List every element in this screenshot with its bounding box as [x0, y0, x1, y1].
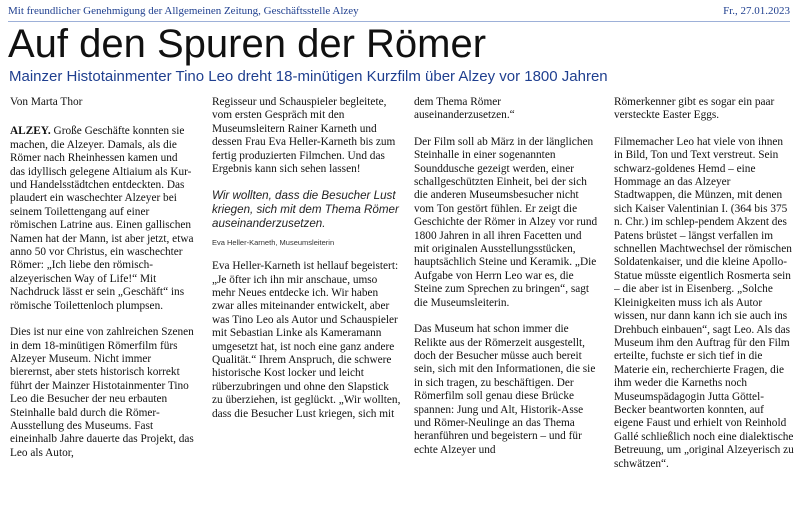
- source-note: Mit freundlicher Genehmigung der Allgemeinen Zeitung, Geschäftsstelle Alzey: [8, 5, 359, 17]
- paragraph: Römerkenner gibt es sogar ein paar versteckte Easter Eggs.: [614, 96, 775, 122]
- paragraph: Regisseur und Schauspieler begleitete, vom ersten Gespräch mit den Museumsleitern Rainer Karneth und dessen Frau Eva Heller-Karneth bis zum fertig produzierten Filmchen. Und das Ergebnis kann sich sehen lassen!: [212, 96, 396, 176]
- paragraph: Filmemacher Leo hat viele von ihnen in Bild, Ton und Text verstreut. Sein schwarz-goldenes Hemd – eine Hommage an das Alzeyer Stadtwappen, die Münzen, mit denen sich Kaiser Valentinian I. (364 bis 375 n. Chr.) im schlep-pendem Akzent des Patens brüstet – längst verfallen im schnellen Machtwechsel der römischen Soldatenkaiser, und die kleine Apollo-Statue müsste eigentlich Rosmerta sein – die aber ist in Eisenberg. „Solche Kleinigkeiten muss ich als Autor wissen, nur dann kann ich sie auch ins Drehbuch einbauen“, sagt Leo. Als das Museum ihm den Auftrag für den Film erteilte, fuchste er sich tief in die Materie ein, recherchierte Fragen, die ihm weder die Karneths noch Museumspädagogin Jutta Göttel-Becker beantworten konnten, auf eigene Faust und erhielt von Reinhold Gallé schließlich noch eine dialektische Betreuung, um „original Alzeyerisch zu schwätzen“.: [614, 135, 794, 470]
- paragraph: Eva Heller-Karneth ist hellauf begeistert: „Je öfter ich ihn mir anschaue, umso mehr Neues entdecke ich. Wir haben zwar alles miteinander entwickelt, aber was Tino Leo als Autor und Schauspieler mit Sebastian Linke als Kameramann umgesetzt hat, ist noch eine ganz andere Qualität.“ Ihrem Anspruch, die schwere historische Kost locker und leicht rüberzubringen und ohne den Slapstick zu überziehen, ist geglückt. „Wir wollten, dass die Besucher Lust kriegen, sich mit: [212, 260, 401, 420]
- pull-quote: Wir wollten, dass die Besucher Lust kriegen, sich mit dem Thema Römer auseinanderzusetzen.: [212, 189, 399, 230]
- paragraph: Dies ist nur eine von zahlreichen Szenen in dem 18-minütigen Römerfilm fürs Alzeyer Museum. Nicht immer bierernst, aber stets historisch korrekt führt der Mainzer Histotainmenter Tino Leo die Besucher der neu erbauten Steinhalle bald durch die Römer-Ausstellung des Museums. Fast eineinhalb Jahre dauerte das Projekt, das Leo als Autor,: [10, 326, 194, 459]
- lead-paragraph: [10, 125, 195, 313]
- article-column-3: [414, 96, 598, 512]
- paragraph: Der Film soll ab März in der länglichen Steinhalle in einer sogenannten Sounddusche gezeigt werden, einer schallgeschützten Einheit, bei der sich die anderen Museumsbesucher nicht vom Ton gestört fühlen. Er zeigt die Geschichte der Römer in Alzey vor rund 1800 Jahren in all ihren Facetten und mit originalen Ausstellungsstücken, hauptsächlich Steine und Keramik. „Die Aufgabe von Herrn Leo war es, die Steine zum Sprechen zu bringen“, sagt die Museumsleiterin.: [414, 135, 598, 309]
- byline: Von Marta Thor: [10, 96, 83, 108]
- issue-date: Fr., 27.01.2023: [723, 5, 790, 17]
- article-subheadline: Mainzer Histotainmenter Tino Leo dreht 18-minütigen Kurzfilm über Alzey vor 1800 Jahren: [9, 68, 608, 85]
- source-bar: [8, 5, 790, 22]
- article-headline: Auf den Spuren der Römer: [8, 22, 487, 66]
- dateline: ALZEY.: [10, 125, 51, 138]
- article-column-4: [614, 96, 794, 512]
- pull-quote-source: Eva Heller-Karneth, Museumsleiterin: [212, 238, 335, 248]
- lead-text: Große Geschäfte konnten sie machen, die Alzeyer. Damals, als die Römer nach Rheinhessen kamen und das idyllisch gelegene Altiaium als Kur- und Handelsstädtchen entdeckten. Das plaudert ein waschechter Alzeyer bei seinem Toilettengang auf einer römischen Latrine aus. Einen gallischen Namen hat der Mann, ist aber jetzt, etwa anno 50 vor Christus, ein waschechter Römer: „Ich liebe den römisch-alzeyerischen Way of Life!“ Mit Nachdruck lässt er sein „Geschäft“ ins römische Toilettenloch plumpsen.: [10, 125, 194, 312]
- article-column-1: [10, 96, 195, 512]
- article-column-2: [212, 96, 402, 512]
- paragraph: dem Thema Römer auseinanderzusetzen.“: [414, 96, 515, 122]
- paragraph: Das Museum hat schon immer die Relikte aus der Römerzeit ausgestellt, doch der Besucher müsse auch bereit sein, sich mit den Informationen, die sie in sich tragen, zu beschäftigen. Der Römerfilm soll genau diese Brücke spannen: Jung und Alt, Historik-Asse und Römer-Neulinge an das Thema heranführen und begeistern – und für echte Alzeyer und: [414, 323, 596, 456]
